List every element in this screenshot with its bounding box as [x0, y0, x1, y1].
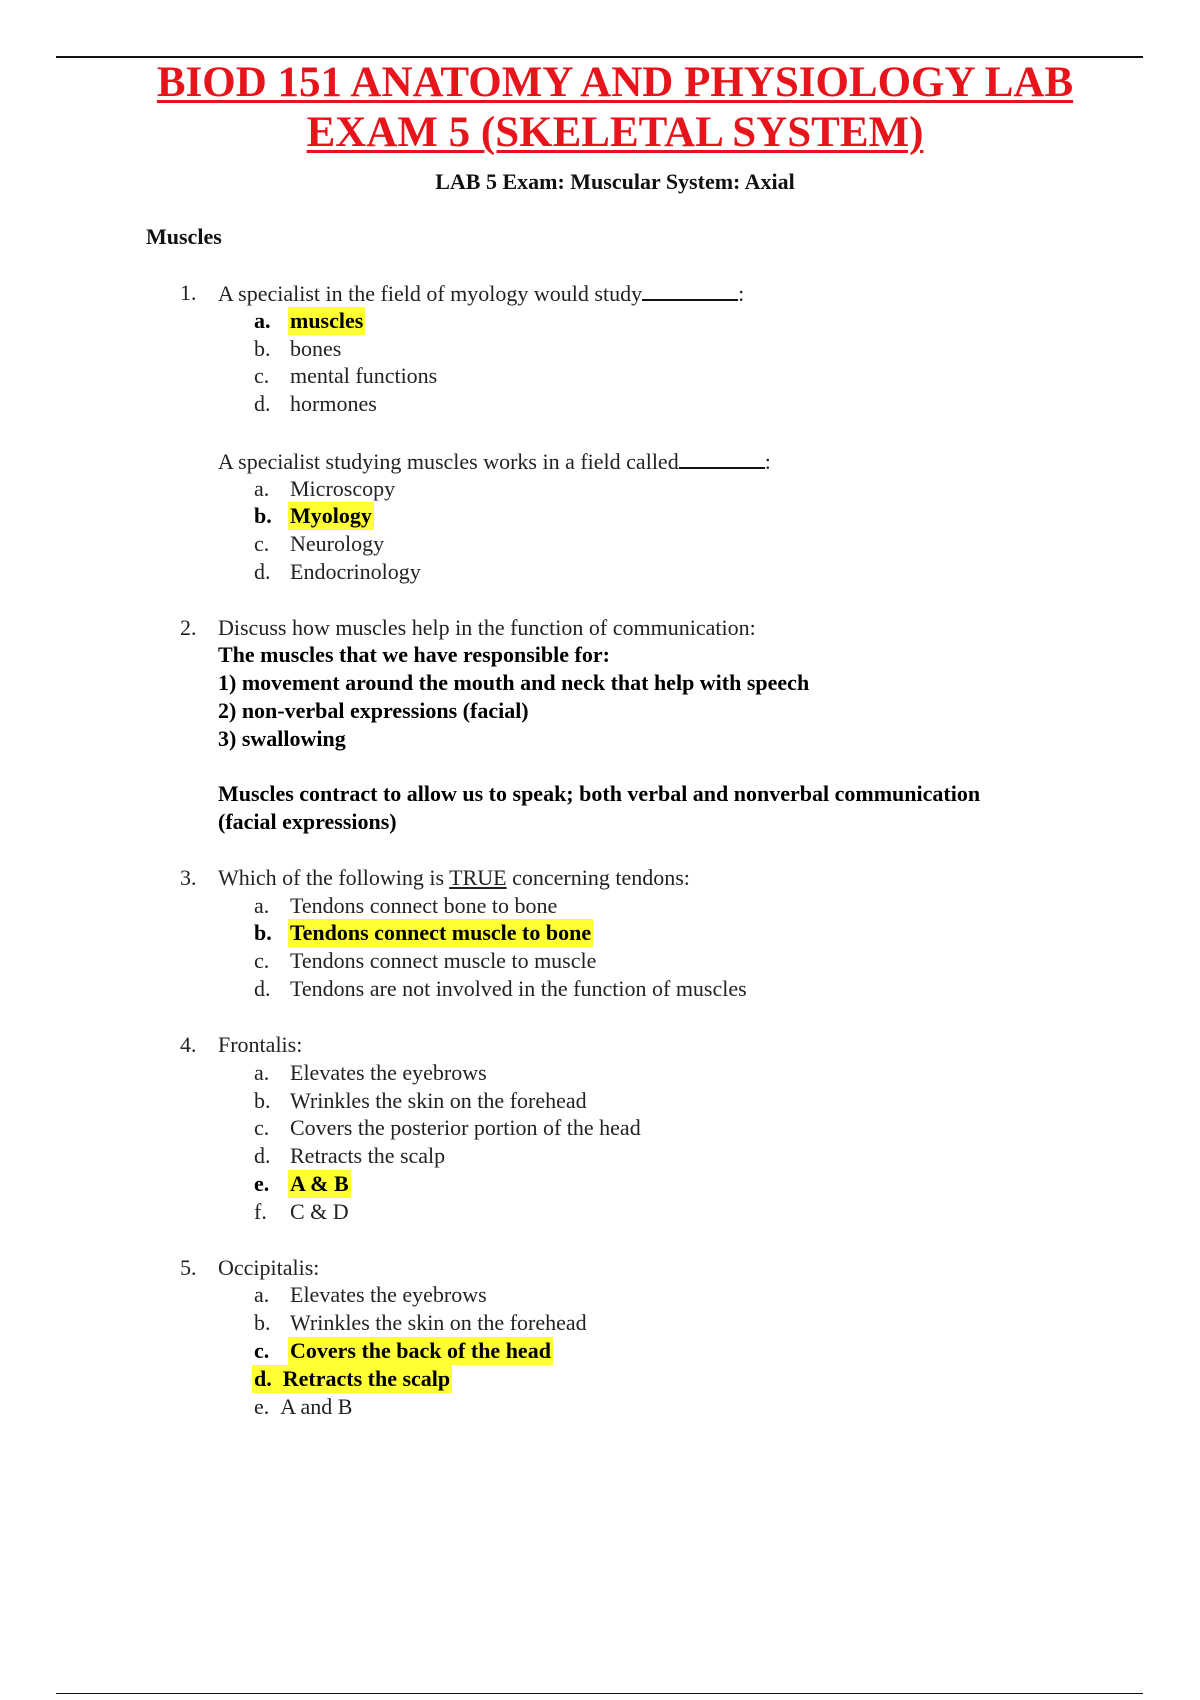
title-line-1: BIOD 151 ANATOMY AND PHYSIOLOGY LAB: [156, 59, 1074, 106]
correct-answer: muscles: [290, 308, 364, 333]
answer-blank: [642, 279, 738, 301]
answer-blank: [679, 447, 765, 469]
question-number: 2.: [180, 615, 197, 640]
correct-answer: Covers the back of the head: [290, 1338, 551, 1363]
title-line-2: EXAM 5 (SKELETAL SYSTEM): [306, 109, 924, 156]
question-number: 1.: [180, 280, 197, 305]
bottom-rule: [56, 1693, 1143, 1694]
question-text: Which of the following is TRUE concerning tendons:: [218, 865, 690, 890]
question-number: 5.: [180, 1255, 197, 1280]
question-text: A specialist in the field of myology would study :: [218, 281, 745, 306]
document-title: [0, 58, 1200, 158]
question-number: 4.: [180, 1032, 197, 1057]
question-text: Frontalis:: [218, 1032, 303, 1057]
document-subtitle: LAB 5 Exam: Muscular System: Axial: [435, 169, 795, 194]
correct-answer: Tendons connect muscle to bone: [290, 920, 592, 945]
correct-answer: d. Retracts the scalp: [254, 1366, 451, 1391]
section-heading: Muscles: [146, 224, 222, 249]
question-text: A specialist studying muscles works in a field called :: [218, 449, 771, 474]
question-number: 3.: [180, 865, 197, 890]
question-text: Occipitalis:: [218, 1255, 320, 1280]
question-text: Discuss how muscles help in the function of communication:: [218, 615, 756, 640]
correct-answer: Myology: [290, 503, 372, 528]
correct-answer: A & B: [290, 1171, 349, 1196]
